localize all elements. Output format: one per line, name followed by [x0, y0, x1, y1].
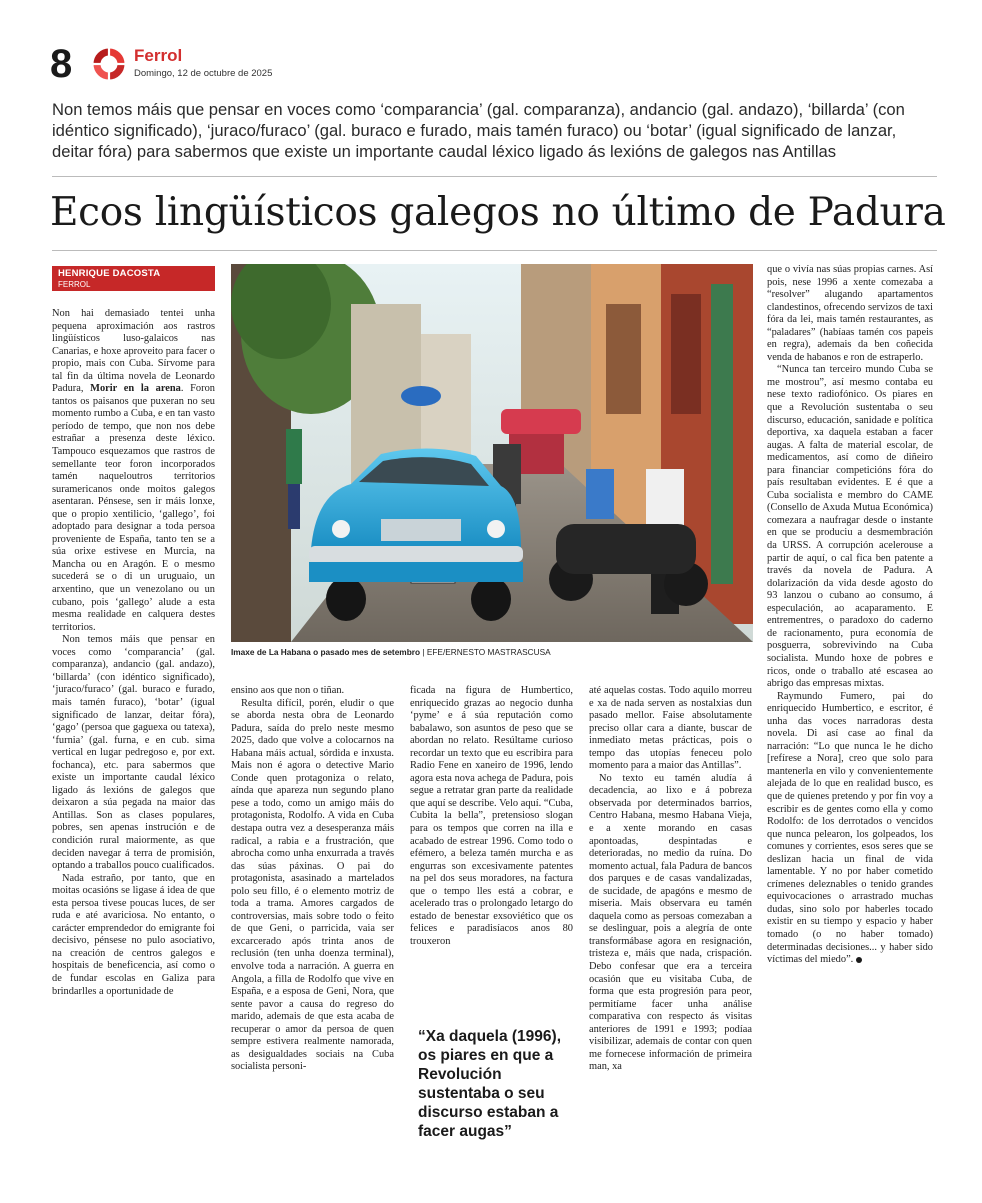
article-column-3 — [410, 685, 573, 948]
page-number: 8 — [50, 42, 73, 86]
pull-quote: “Xa daquela (1996), os piares en que a Revolución sustentaba o seu discurso estaban a facer augas” — [418, 1028, 562, 1140]
paragraph: ensino aos que non o tiñan. — [231, 685, 345, 696]
paragraph: No texto eu tamén aludía á decadencia, ao lixo e á pobreza observada por determinados barrios, Centro Habana, mesmo Habana Vieja, e a xente morando en casas apontoadas, despintadas e deterioradas, no medio da ruína. Do momento actual, fala Padura de bancos dos parques e de casas vandalizadas, de sucidade, de apagóns e mesmo de miseria. Mais observara eu tamén daquela como as persoas comezaban a se deslinguar, pois a alegría de onte transformábase agora en resignación, tristeza e, máis que nada, crispación. Debo confesar que era a terceira ocasión que eu visitaba Cuba, de forma que esta progresión para peor, permitíame facer unha análise comparativa con respecto ás visitas anteriores de 1991 e 1993; podíaa visibilizar, ademais de contar con quen me fornecese información de primeira man, xa — [589, 772, 752, 1073]
text-run: Raymundo Fumero, pai do enriquecido Humbertico, e escritor, é unha das voces narradoras desta novela. Di así case ao final da narración: “Lo que nunca le he dicho [refírese a Nora], creo que solo para mantenerla en vilo y convenientemente alejada de lo que en realidad busco, es que de quienes pretendo y por fin voy a escribir es de gentes como ella y como Rodolfo: de los derrotados o vencidos que nunca pelearon, los golpeados, los comunes y corrientes, esos seres que se deslizan hacia un final de vida lamentable. Y no por haber cometido crímenes deleznables o tenido grandes equivocaciones o arrastrado muchas dudas, sino solo por haberles tocado existir en su tiempo y espacio y haber tomado (o no haber tomado) determinadas decisiones... y haber sido víctimas del miedo”. — [767, 690, 933, 966]
byline-author: HENRIQUE DACOSTA — [58, 268, 161, 279]
article-column-2 — [231, 685, 394, 1074]
text-run: Non hai demasiado tentei unha pequena aproximación aos rastros lingüísticos luso-galaicos nas Canarias, e hoxe aproveito para facer o propio, mais con Cuba. Sírvome para tal fin da última novela de Leonardo Padura, — [52, 308, 215, 395]
caption-text: Imaxe de La Habana o pasado mes de setembro — [231, 647, 421, 657]
paragraph: Nada estraño, por tanto, que en moitas ocasións se ligase á idea de que esta persoa tivese poucas luces, de ser ruda e até avariciosa. No entanto, o carácter emprendedor do emigrante foi decisivo, pénsese no pulo asociativo, na creación de centros galegos e hospitais de beneficencia, así como o de fundar escolas en Galiza para brindarlles a oportunidade de — [52, 872, 215, 997]
paragraph: Resulta difícil, porén, eludir o que se aborda nesta obra de Leonardo Padura, saída do prelo neste mesmo 2025, dado que volve a colocarnos na Habana máis actual, sórdida e inxusta. Mais non é agora o detective Mario Conde quen protagoniza o relato, aínda que apareza nun segundo plano pese a todo, como un amigo máis do protagonista, Rodolfo. A vida en Cuba destapa outra vez a desesperanza máis radical, a rabia e a frustración, que abrocha como unha enxurrada a través das súas páxinas. O pai do protagonista, asasinado a martelados polo seu fillo, é o elemento motriz de toda a trama. Amores cargados de controversias, mais sobre todo o feito de que Geni, o parricida, vaia ser excarcerado após trinta anos de reclusión (ten unha doenza terminal), envolve toda a narración. A guerra en Angola, a filla de Rodolfo que vive en España, e a esposa de Geni, Nora, que sente pavor a causa do regreso do marido, ademais de que esta acaba de recuperar o amor da persoa de quen sempre estivera realmente namorada, as desigualdades sociais na Cuba socialista personi- — [231, 697, 394, 1073]
paragraph — [52, 308, 215, 634]
divider — [52, 176, 937, 177]
article-column-1 — [52, 308, 215, 998]
publication-date: Domingo, 12 de octubre de 2025 — [134, 68, 273, 79]
paragraph: ficada na figura de Humbertico, enriquecido grazas ao negocio dunha ‘pyme’ e á súa reputación como babalawo, son asuntos de peso que se abordan no relato. Resúltame curioso recordar un texto que eu escribira para Radio Fene en xaneiro de 1996, lendo agora esta nova achega de Padura, pois segue a retratar gran parte da realidade que aquí se describe. Velo aquí. “Cuba, Cubita la bella”, pretensioso slogan para os tempos que corren na illa e acabado de estrear 1996. Como todo o efémero, a beleza tamén murcha e as engurras son excesivamente patentes na pel dos seus moradores, na factura que o tempo lles está a cobrar, e acelerado tras o prolongado letargo do estado de benestar exsoviético que os felices e paradisíacos anos 80 trouxeron — [410, 685, 573, 947]
article-column-4 — [589, 685, 752, 1074]
paragraph — [767, 691, 933, 967]
photo-caption — [231, 647, 751, 657]
standfirst: Non temos máis que pensar en voces como ‘comparancia’ (gal. comparanza), andancio (gal. andazo), ‘billarda’ (con idéntico significado), ‘juraco/furaco’ (gal. buraco e furado, mais tamén furaco) ou ‘botar’ (igual significado de lanzar, deitar fóra) para sabermos que existe un importante caudal léxico ligado ás lexións de galegos nas Antillas — [52, 100, 905, 161]
byline-location: FERROL — [58, 280, 91, 289]
headline: Ecos lingüísticos galegos no último de Padura — [50, 190, 946, 235]
paragraph: “Nunca tan terceiro mundo Cuba se me mostrou”, así mesmo contaba eu nese texto radiofónico. Os piares en que a Revolución sustentaba o seu discurso, educación, sanidade e política deportiva, xa daquela estaban a facer augas. A falta de material escolar, de medicamentos, así como de diñeiro para financiar competicións fóra do país resultaban evidentes. E é que a Cuba socialista e membro do CAME (Consello de Axuda Mutua Económica) comezara a naufragar desde o instante en que se produciu a desmembración da URSS. A corrupción acelerouse a partir de aquí, o cal fica ben patente a través da novela de Padura. A dolarización da vida desde agosto do 93 lanzou o cubano ao consumo, á especulación, ao acaparamento. E entrementres, o paradoxo do caderno de racionamento, pura economía de posguerra, sobrevivindo na Cuba socialista. Mundo hoxe de pobres e ricos, onde o traballo até escasea ao abrigo das empresas mixtas. — [767, 364, 933, 690]
end-mark-icon — [856, 957, 862, 963]
section-name: Ferrol — [134, 46, 183, 65]
article-photo — [231, 264, 753, 642]
paragraph: até aquelas costas. Todo aquilo morreu e xa de nada serven as nostalxias dun pasado mellor. Faise absolutamente preciso ollar cara a diante, buscar de inmediato metas prácticas, pois o tempo das utopías feneceu polo momento para a maior das Antillas”. — [589, 685, 752, 772]
divider — [52, 250, 937, 251]
caption-credit: | EFE/ERNESTO MASTRASCUSA — [420, 647, 551, 657]
article-column-5 — [767, 264, 933, 967]
paragraph: que o vivía nas súas propias carnes. Así pois, nese 1996 a xente comezaba a “resolver” alugando apartamentos clandestinos, ofrecendo servizos de taxi fóra da lei, mais tamén restaurantes, as “paladares” (habíaas tamén cos papeis en regra), ademais da ben coñecida venda de habanos e ron de estraperlo. — [767, 264, 933, 363]
havana-street-photo — [231, 264, 753, 642]
ferrol-logo-icon — [93, 48, 125, 80]
book-title: Morir en la arena — [90, 383, 181, 395]
paragraph: Non temos máis que pensar en voces como ‘comparancia’ (gal. comparanza), andancio (gal. andazo), ‘billarda’ (con idéntico significado), ‘juraco/furaco’ (gal. buraco e furado, mais tamén furaco), ‘botar’ (igual significado de lanzar, deitar fóra), ‘gago’ (persoa que gaguexa ou tatexa), ‘furnia’ (gal. furna, e en cub. sima vertical en lugar pedregoso e, por ext. fochanca), etc. para sabermos que existe un importante caudal léxico ligado ás lexións de galegos que deixaron a súa pegada na maior das Antillas. Son as clases populares, pobres, sen apenas instrución e de condición rural maiormente, as que deciden navegar á terra de promisión, optando a traballos pouco cualificados. — [52, 634, 215, 872]
text-run: . Foron tantos os paisanos que puxeran no seu momento rumbo a Cuba, e en tan vasto período de tempo, que non nos debe estrañar a presenza deste léxico. Tampouco esquezamos que rastros de semellante teor foron incorporados tamén naqueloutros territorios suramericanos onde moitos galegos asentaran. Pénsese, sen ir máis lonxe, que o propio xentilicio, ‘gallego’, foi adoptado para designar a toda persoa proveniente de España, tanto ten se a súa orixe estivese en Murcia, na Mancha ou en Aragón. E o mesmo sucederá se o di un uruguaio, un arxentino, que un venezolano ou un cubano, pois ‘gallego’ alude a esta mesma realidade en calquera destes territorios. — [52, 383, 215, 633]
byline — [52, 266, 215, 291]
